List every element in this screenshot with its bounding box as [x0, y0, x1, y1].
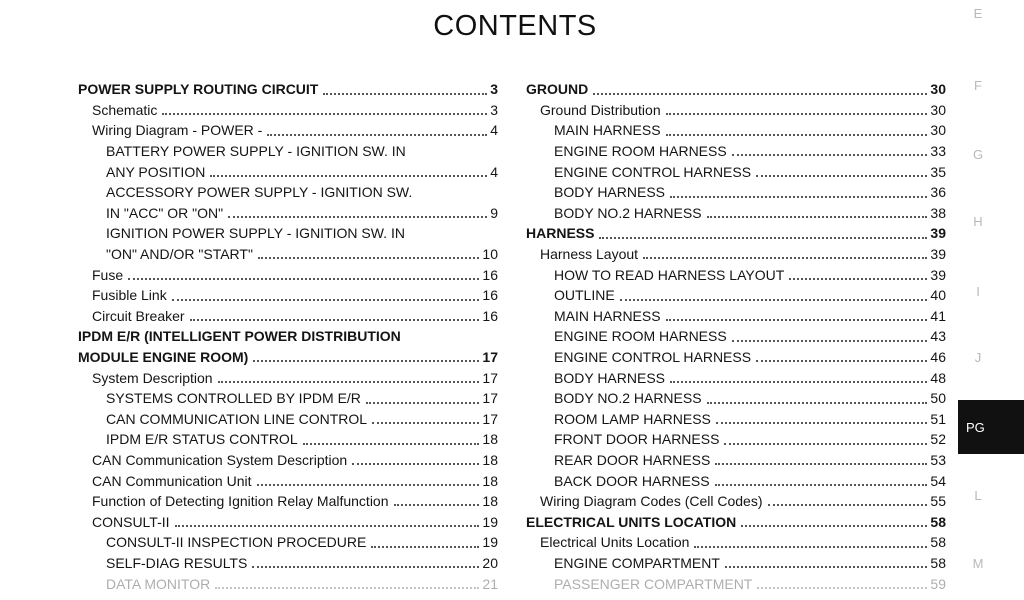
toc-dot-leader: [366, 402, 480, 404]
toc-entry-label: Wiring Diagram - POWER -: [92, 122, 263, 139]
toc-page-number: 58: [930, 513, 946, 530]
toc-entry[interactable]: [526, 388, 946, 409]
toc-page-number: 39: [930, 225, 946, 242]
toc-dot-leader: [670, 196, 927, 198]
toc-entry-label: BODY NO.2 HARNESS: [554, 204, 702, 221]
toc-entry[interactable]: [78, 223, 498, 244]
toc-page-number: 18: [482, 431, 498, 448]
section-tab-g[interactable]: G: [972, 147, 984, 162]
toc-entry[interactable]: [78, 511, 498, 532]
toc-page-number: 40: [930, 287, 946, 304]
toc-dot-leader: [210, 175, 487, 177]
toc-entry-label: CONSULT-II INSPECTION PROCEDURE: [106, 534, 367, 551]
toc-entry[interactable]: [78, 161, 498, 182]
toc-entry-label: MODULE ENGINE ROOM): [78, 349, 249, 366]
toc-dot-leader: [715, 484, 928, 486]
toc-page-number: 17: [482, 390, 498, 407]
toc-entry-label: ENGINE ROOM HARNESS: [554, 328, 727, 345]
toc-entry[interactable]: [526, 367, 946, 388]
toc-page-number: 36: [930, 184, 946, 201]
toc-page-number: 3: [490, 81, 498, 98]
toc-entry-label: FRONT DOOR HARNESS: [554, 431, 720, 448]
toc-entry[interactable]: [526, 100, 946, 121]
toc-dot-leader: [252, 566, 479, 568]
toc-dot-leader: [371, 546, 479, 548]
toc-entry-label: BODY NO.2 HARNESS: [554, 390, 702, 407]
toc-dot-leader: [258, 257, 479, 259]
toc-dot-leader: [175, 525, 480, 527]
toc-page-number: 58: [930, 534, 946, 551]
toc-entry-label: ENGINE CONTROL HARNESS: [554, 163, 752, 180]
toc-page-number: 53: [930, 451, 946, 468]
toc-entry-label: MAIN HARNESS: [554, 307, 661, 324]
toc-entry-label: BATTERY POWER SUPPLY - IGNITION SW. IN: [106, 143, 406, 160]
toc-entry-label: HARNESS: [526, 225, 595, 242]
section-tab-m[interactable]: M: [972, 556, 984, 571]
toc-right-column: [526, 79, 946, 594]
toc-entry-label: CAN COMMUNICATION LINE CONTROL: [106, 410, 368, 427]
toc-dot-leader: [666, 134, 928, 136]
toc-page-number: 55: [930, 493, 946, 510]
toc-entry-label: IPDM E/R STATUS CONTROL: [106, 431, 298, 448]
toc-dot-leader: [756, 175, 927, 177]
toc-page-number: 46: [930, 349, 946, 366]
toc-page-number: 39: [930, 246, 946, 263]
toc-entry[interactable]: [526, 120, 946, 141]
toc-entry[interactable]: [526, 182, 946, 203]
toc-dot-leader: [267, 134, 487, 136]
toc-entry-label: Fuse: [92, 266, 124, 283]
toc-dot-leader: [620, 299, 928, 301]
toc-dot-leader: [162, 113, 487, 115]
toc-entry[interactable]: [526, 429, 946, 450]
section-tab-f[interactable]: F: [974, 78, 982, 93]
toc-page-number: 17: [482, 349, 498, 366]
toc-entry[interactable]: [526, 326, 946, 347]
toc-entry-label: OUTLINE: [554, 287, 615, 304]
toc-entry-label: CAN Communication System Description: [92, 451, 348, 468]
toc-entry[interactable]: [526, 491, 946, 512]
toc-entry[interactable]: [526, 244, 946, 265]
toc-entry[interactable]: [526, 532, 946, 553]
toc-entry-label: DATA MONITOR: [106, 575, 211, 592]
toc-entry-label: Fusible Link: [92, 287, 167, 304]
toc-dot-leader: [707, 402, 928, 404]
toc-page-number: 20: [482, 554, 498, 571]
toc-entry-label: System Description: [92, 369, 213, 386]
section-index-tabs: [954, 0, 1024, 600]
toc-entry-label: REAR DOOR HARNESS: [554, 451, 711, 468]
toc-entry-label: MAIN HARNESS: [554, 122, 661, 139]
toc-page-number: 50: [930, 390, 946, 407]
toc-dot-leader: [716, 422, 928, 424]
toc-dot-leader: [599, 237, 927, 239]
toc-page-number: 18: [482, 472, 498, 489]
toc-entry-label: Ground Distribution: [540, 101, 661, 118]
toc-page-number: 19: [482, 534, 498, 551]
toc-page-number: 51: [930, 410, 946, 427]
toc-page-number: 58: [930, 554, 946, 571]
toc-page-number: 39: [930, 266, 946, 283]
toc-page-number: 35: [930, 163, 946, 180]
toc-dot-leader: [707, 216, 928, 218]
toc-entry[interactable]: [78, 182, 498, 203]
toc-page-number: 16: [482, 287, 498, 304]
toc-page-number: 3: [490, 101, 498, 118]
toc-entry[interactable]: [78, 532, 498, 553]
toc-entry-label: ACCESSORY POWER SUPPLY - IGNITION SW.: [106, 184, 413, 201]
section-tab-e[interactable]: E: [973, 6, 983, 21]
toc-dot-leader: [724, 443, 927, 445]
toc-dot-leader: [190, 319, 480, 321]
toc-entry[interactable]: [78, 388, 498, 409]
toc-page-number: 18: [482, 451, 498, 468]
toc-entry-label: Function of Detecting Ignition Relay Malfunction: [92, 493, 389, 510]
toc-page-number: 9: [490, 204, 498, 221]
toc-dot-leader: [352, 463, 479, 465]
toc-page-number: 41: [930, 307, 946, 324]
toc-entry-label: BODY HARNESS: [554, 369, 665, 386]
toc-entry[interactable]: [78, 491, 498, 512]
toc-dot-leader: [128, 278, 479, 280]
toc-entry-label: HOW TO READ HARNESS LAYOUT: [554, 266, 785, 283]
toc-entry[interactable]: [526, 264, 946, 285]
toc-dot-leader: [670, 381, 927, 383]
toc-entry-label: IN "ACC" OR "ON": [106, 204, 224, 221]
toc-dot-leader: [715, 463, 927, 465]
toc-entry[interactable]: [526, 161, 946, 182]
toc-entry[interactable]: [78, 367, 498, 388]
toc-entry[interactable]: [526, 347, 946, 368]
toc-dot-leader: [218, 381, 480, 383]
toc-dot-leader: [593, 93, 927, 95]
toc-entry[interactable]: [78, 429, 498, 450]
toc-dot-leader: [253, 360, 479, 362]
toc-entry[interactable]: [78, 100, 498, 121]
toc-entry-label: ENGINE CONTROL HARNESS: [554, 349, 752, 366]
toc-page-number: 43: [930, 328, 946, 345]
toc-entry-label: ANY POSITION: [106, 163, 206, 180]
toc-dot-leader: [741, 525, 927, 527]
toc-dot-leader: [768, 504, 928, 506]
toc-page-number: 52: [930, 431, 946, 448]
section-tab-j[interactable]: J: [974, 350, 982, 365]
toc-dot-leader: [215, 587, 479, 589]
toc-entry[interactable]: [526, 223, 946, 244]
toc-entry[interactable]: [526, 285, 946, 306]
toc-page-number: 38: [930, 204, 946, 221]
toc-page-number: 30: [930, 81, 946, 98]
section-tab-l[interactable]: L: [974, 488, 982, 503]
toc-page-number: 54: [930, 472, 946, 489]
section-tab-pg-active[interactable]: PG: [958, 400, 1024, 454]
toc-entry-label: IPDM E/R (INTELLIGENT POWER DISTRIBUTION: [78, 328, 401, 345]
toc-entry-label: "ON" AND/OR "START": [106, 246, 253, 263]
toc-entry-label: Harness Layout: [540, 246, 639, 263]
toc-entry-label: ROOM LAMP HARNESS: [554, 410, 711, 427]
toc-entry[interactable]: [78, 409, 498, 430]
toc-dot-leader: [725, 566, 927, 568]
toc-entry[interactable]: [526, 79, 946, 100]
toc-entry[interactable]: [526, 470, 946, 491]
toc-dot-leader: [323, 93, 487, 95]
toc-entry[interactable]: [78, 347, 498, 368]
toc-dot-leader: [732, 154, 928, 156]
toc-page-number: 4: [490, 122, 498, 139]
toc-page-number: 48: [930, 369, 946, 386]
toc-dot-leader: [694, 546, 927, 548]
section-tab-i[interactable]: I: [976, 284, 980, 299]
toc-entry[interactable]: [526, 573, 946, 594]
toc-entry[interactable]: [78, 264, 498, 285]
toc-entry-label: ENGINE ROOM HARNESS: [554, 143, 727, 160]
toc-page-number: 16: [482, 307, 498, 324]
toc-entry[interactable]: [78, 79, 498, 100]
toc-dot-leader: [789, 278, 927, 280]
toc-dot-leader: [666, 113, 928, 115]
toc-dot-leader: [666, 319, 928, 321]
toc-entry-label: CONSULT-II: [92, 513, 170, 530]
toc-dot-leader: [172, 299, 480, 301]
toc-entry-label: ENGINE COMPARTMENT: [554, 554, 720, 571]
toc-page-number: 16: [482, 266, 498, 283]
toc-entry[interactable]: [78, 450, 498, 471]
section-tab-h[interactable]: H: [973, 214, 983, 229]
toc-entry-label: BODY HARNESS: [554, 184, 665, 201]
toc-entry-label: Circuit Breaker: [92, 307, 185, 324]
toc-dot-leader: [732, 340, 928, 342]
toc-entry-label: SYSTEMS CONTROLLED BY IPDM E/R: [106, 390, 361, 407]
toc-dot-leader: [303, 443, 480, 445]
toc-entry-label: GROUND: [526, 81, 589, 98]
toc-entry[interactable]: [78, 244, 498, 265]
toc-entry[interactable]: [78, 203, 498, 224]
toc-page-number: 18: [482, 493, 498, 510]
toc-page-number: 4: [490, 163, 498, 180]
toc-page-number: 30: [930, 101, 946, 118]
toc-entry[interactable]: [78, 306, 498, 327]
toc-dot-leader: [757, 587, 927, 589]
toc-entry-label: SELF-DIAG RESULTS: [106, 554, 248, 571]
toc-entry-label: Schematic: [92, 101, 158, 118]
toc-dot-leader: [228, 216, 487, 218]
toc-page-number: 17: [482, 369, 498, 386]
toc-page-number: 17: [482, 410, 498, 427]
toc-entry-label: Wiring Diagram Codes (Cell Codes): [540, 493, 763, 510]
toc-page-number: 59: [930, 575, 946, 592]
toc-entry[interactable]: [78, 470, 498, 491]
toc-entry-label: IGNITION POWER SUPPLY - IGNITION SW. IN: [106, 225, 405, 242]
toc-entry[interactable]: [526, 141, 946, 162]
toc-entry[interactable]: [526, 450, 946, 471]
toc-dot-leader: [257, 484, 480, 486]
toc-entry[interactable]: [78, 553, 498, 574]
toc-dot-leader: [372, 422, 479, 424]
toc-entry[interactable]: [78, 285, 498, 306]
toc-entry[interactable]: [526, 306, 946, 327]
toc-page-number: 19: [482, 513, 498, 530]
toc-entry[interactable]: [526, 511, 946, 532]
toc-page-number: 21: [482, 575, 498, 592]
toc-entry[interactable]: [526, 409, 946, 430]
toc-entry-label: CAN Communication Unit: [92, 472, 252, 489]
toc-entry-label: ELECTRICAL UNITS LOCATION: [526, 513, 737, 530]
toc-entry[interactable]: [78, 120, 498, 141]
toc-page-number: 30: [930, 122, 946, 139]
toc-dot-leader: [643, 257, 927, 259]
toc-dot-leader: [394, 504, 480, 506]
toc-entry-label: POWER SUPPLY ROUTING CIRCUIT: [78, 81, 319, 98]
toc-page-number: 33: [930, 143, 946, 160]
toc-dot-leader: [756, 360, 927, 362]
toc-entry[interactable]: [78, 326, 498, 347]
toc-entry-label: PASSENGER COMPARTMENT: [554, 575, 753, 592]
toc-left-column: [78, 79, 498, 594]
page-title: CONTENTS: [433, 10, 597, 42]
toc-entry[interactable]: [526, 203, 946, 224]
toc-entry-label: BACK DOOR HARNESS: [554, 472, 710, 489]
toc-entry-label: Electrical Units Location: [540, 534, 690, 551]
toc-page-number: 10: [482, 246, 498, 263]
toc-entry[interactable]: [526, 553, 946, 574]
toc-entry[interactable]: [78, 573, 498, 594]
toc-entry[interactable]: [78, 141, 498, 162]
